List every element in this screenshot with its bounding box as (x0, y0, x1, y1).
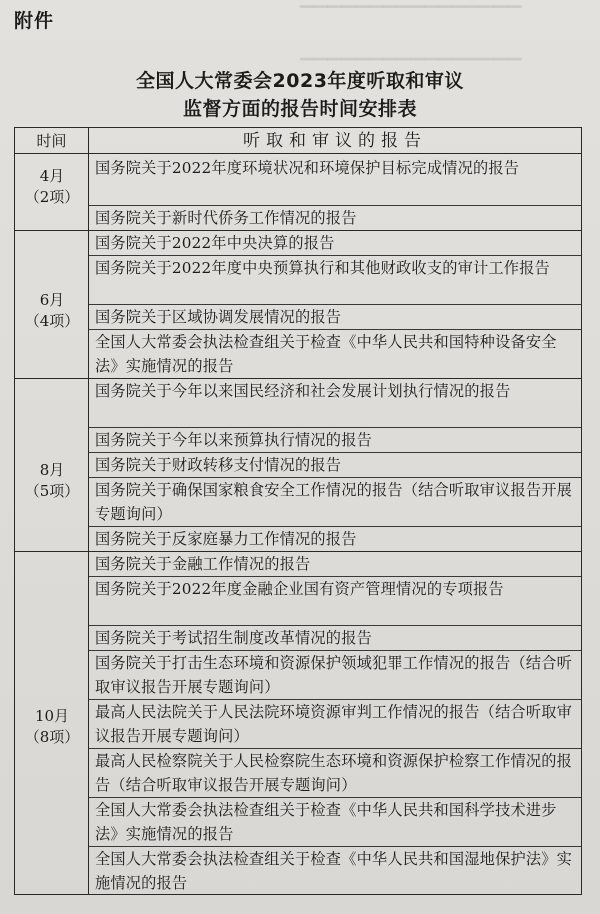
report-item: 国务院关于反家庭暴力工作情况的报告 (95, 530, 357, 548)
report-item: 国务院关于新时代侨务工作情况的报告 (95, 209, 357, 227)
month-cell-october (15, 706, 89, 748)
month-cell-april (15, 166, 89, 208)
month-count: （2项） (24, 188, 80, 206)
report-item: 最高人民检察院关于人民检察院生态环境和资源保护检察工作情况的报告（结合听取审议报告开展专题询问） (95, 752, 573, 794)
table-header (15, 128, 581, 154)
column-header-time: 时间 (15, 128, 89, 154)
page-subtitle: 监督方面的报告时间安排表 (182, 98, 417, 120)
report-item: 国务院关于2022年度金融企业国有资产管理情况的专项报告 (95, 580, 504, 598)
report-item: 全国人大常委会执法检查组关于检查《中华人民共和国湿地保护法》实施情况的报告 (95, 850, 573, 892)
column-divider (88, 154, 89, 894)
page-title: 全国人大常委会2023年度听取和审议 (136, 70, 464, 92)
report-item: 国务院关于今年以来国民经济和社会发展计划执行情况的报告 (95, 382, 511, 400)
report-item: 最高人民法院关于人民法院环境资源审判工作情况的报告（结合听取审议报告开展专题询问） (95, 703, 573, 745)
bleed-through-texture: ▁▁▁▁▁▁▁▁▁▁▁▁▁▁▁▁ (300, 40, 522, 61)
attachment-label: 附件 (14, 10, 55, 32)
month-label: 4月 (39, 167, 65, 185)
month-count: （5项） (24, 482, 80, 500)
report-item: 国务院关于2022年度中央预算执行和其他财政收支的审计工作报告 (95, 259, 550, 277)
column-header-report: 听取和审议的报告 (243, 131, 427, 151)
report-item: 国务院关于财政转移支付情况的报告 (95, 456, 342, 474)
month-label: 10月 (34, 707, 70, 725)
report-item: 国务院关于2022年中央决算的报告 (95, 234, 335, 252)
schedule-table (14, 127, 582, 895)
report-item: 国务院关于2022年度环境状况和环境保护目标完成情况的报告 (95, 159, 520, 177)
month-cell-june (15, 290, 89, 332)
month-label: 6月 (39, 291, 65, 309)
report-item: 国务院关于考试招生制度改革情况的报告 (95, 629, 372, 647)
report-item: 国务院关于金融工作情况的报告 (95, 555, 311, 573)
report-item: 全国人大常委会执法检查组关于检查《中华人民共和国科学技术进步法》实施情况的报告 (95, 801, 557, 843)
month-cell-august (15, 460, 89, 502)
bleed-through-texture: ▔▔▔▔▔▔▔▔▔▔▔▔▔▔▔▔ (300, 6, 522, 27)
month-label: 8月 (39, 461, 65, 479)
month-count: （4项） (24, 312, 80, 330)
report-item: 国务院关于确保国家粮食安全工作情况的报告（结合听取审议报告开展专题询问） (95, 481, 573, 523)
month-count: （8项） (24, 728, 80, 746)
report-item: 国务院关于区域协调发展情况的报告 (95, 308, 342, 326)
report-item: 全国人大常委会执法检查组关于检查《中华人民共和国特种设备安全法》实施情况的报告 (95, 333, 557, 375)
report-item: 国务院关于打击生态环境和资源保护领域犯罪工作情况的报告（结合听取审议报告开展专题询问） (95, 654, 573, 696)
report-item: 国务院关于今年以来预算执行情况的报告 (95, 431, 372, 449)
